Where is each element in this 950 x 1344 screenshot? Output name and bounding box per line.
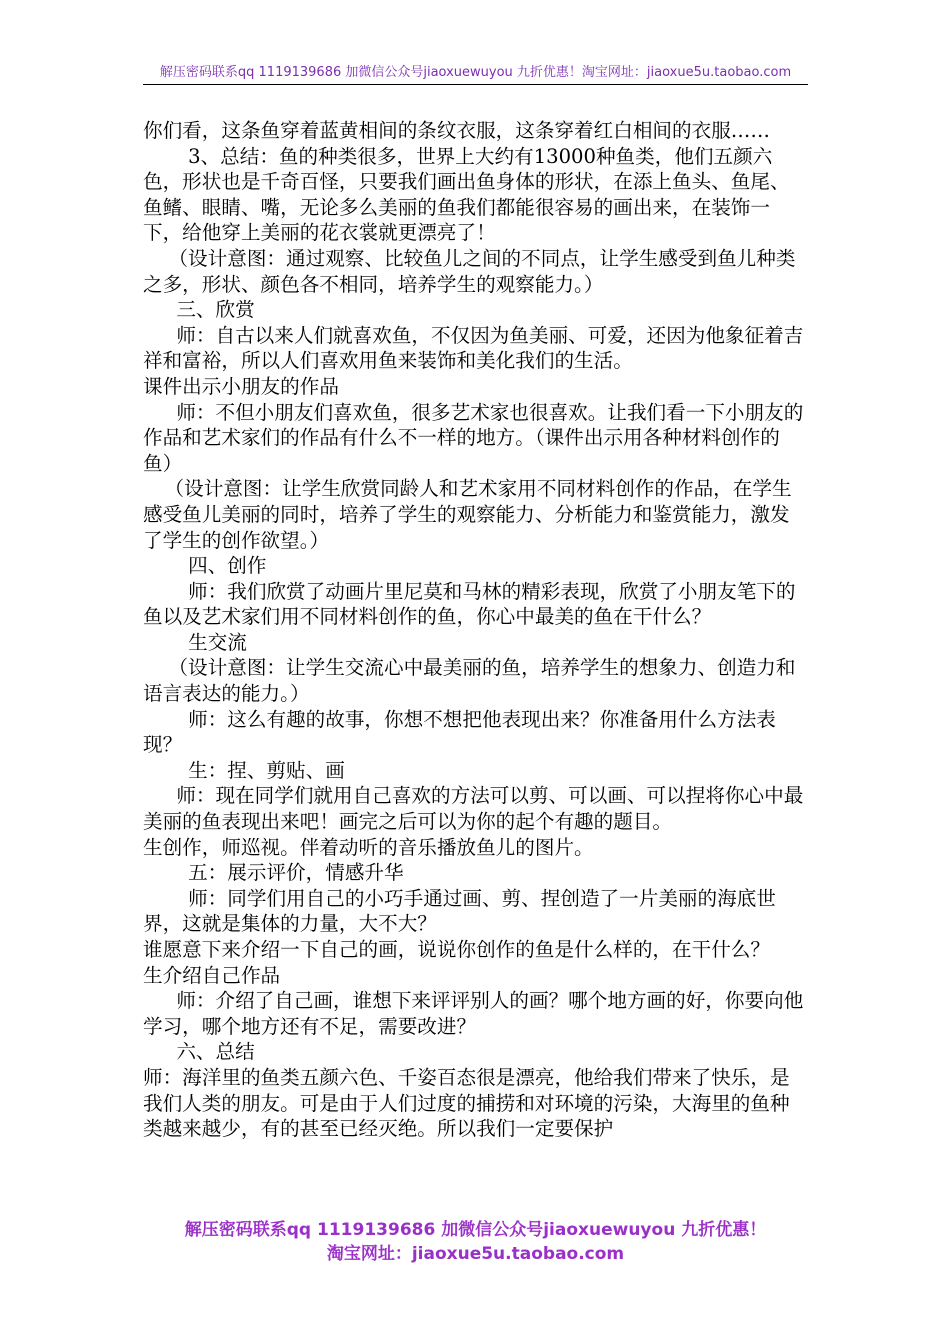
paragraph: （设计意图：让学生欣赏同龄人和艺术家用不同材料创作的作品，在学生感受鱼儿美丽的同时，培养了学生的观察能力、分析能力和鉴赏能力，激发了学生的创作欲望。） bbox=[143, 477, 792, 552]
footer-line-shop: 淘宝网址：jiaoxue5u.taobao.com bbox=[326, 1244, 625, 1264]
paragraph: 师：海洋里的鱼类五颜六色、千姿百态很是漂亮，他给我们带来了快乐，是我们人类的朋友。可是由于人们过度的捕捞和对环境的污染，大海里的鱼种类越来越少，有的甚至已经灭绝。所以我们一定要保护 bbox=[143, 1065, 790, 1141]
paragraph: 3、总结：鱼的种类很多，世界上大约有13000种鱼类，他们五颜六色，形状也是千奇百怪，只要我们画出鱼身体的形状，在添上鱼头、鱼尾、鱼鳍、眼睛、嘴，无论多么美丽的鱼我们都能很容易的画出来，在装饰一下，给他穿上美丽的花衣裳就更漂亮了！ bbox=[143, 144, 790, 245]
paragraph: （设计意图：让学生交流心中最美丽的鱼，培养学生的想象力、创造力和语言表达的能力。） bbox=[143, 656, 796, 706]
paragraph: 师：这么有趣的故事，你想不想把他表现出来？你准备用什么方法表现？ bbox=[143, 707, 776, 757]
paragraph: 师：我们欣赏了动画片里尼莫和马林的精彩表现，欣赏了小朋友笔下的鱼以及艺术家们用不同材料创作的鱼，你心中最美的鱼在干什么？ bbox=[143, 579, 796, 629]
page-footer bbox=[143, 1218, 808, 1266]
footer-line-contact: 解压密码联系qq 1119139686 加微信公众号jiaoxuewuyou 九折优惠！ bbox=[184, 1220, 767, 1240]
paragraph: 生交流 bbox=[188, 630, 247, 654]
paragraph: 师：不但小朋友们喜欢鱼，很多艺术家也很喜欢。让我们看一下小朋友的作品和艺术家们的作品有什么不一样的地方。（课件出示用各种材料创作的鱼） bbox=[143, 400, 804, 475]
paragraph: 师：自古以来人们就喜欢鱼，不仅因为鱼美丽、可爱，还因为他象征着吉祥和富裕，所以人们喜欢用鱼来装饰和美化我们的生活。 bbox=[143, 323, 804, 373]
paragraph: 生创作，师巡视。伴着动听的音乐播放鱼儿的图片。 bbox=[143, 835, 594, 859]
section-heading: 四、创作 bbox=[188, 554, 267, 578]
paragraph: 生：捏、剪贴、画 bbox=[188, 758, 345, 782]
paragraph: （设计意图：通过观察、比较鱼儿之间的不同点，让学生感受到鱼儿种类之多，形状、颜色各不相同，培养学生的观察能力。） bbox=[143, 246, 796, 296]
header-divider bbox=[143, 84, 808, 85]
paragraph: 你们看，这条鱼穿着蓝黄相间的条纹衣服，这条穿着红白相间的衣服…… bbox=[143, 119, 770, 142]
section-heading: 六、总结 bbox=[176, 1040, 255, 1064]
paragraph: 师：同学们用自己的小巧手通过画、剪、捏创造了一片美丽的海底世界，这就是集体的力量，大不大？ bbox=[143, 886, 776, 936]
section-heading: 五：展示评价，情感升华 bbox=[188, 861, 404, 885]
paragraph: 课件出示小朋友的作品 bbox=[143, 374, 339, 398]
paragraph: 谁愿意下来介绍一下自己的画，说说你创作的鱼是什么样的，在干什么？ bbox=[143, 938, 770, 961]
page-header: 解压密码联系qq 1119139686 加微信公众号jiaoxuewuyou 九折优惠！淘宝网址：jiaoxue5u.taobao.com bbox=[159, 65, 792, 80]
paragraph: 师：现在同学们就用自己喜欢的方法可以剪、可以画、可以捏将你心中最美丽的鱼表现出来吧！画完之后可以为你的起个有趣的题目。 bbox=[143, 784, 804, 834]
paragraph: 生介绍自己作品 bbox=[143, 963, 281, 987]
body-text bbox=[143, 118, 808, 1142]
section-heading: 三、欣赏 bbox=[176, 298, 255, 322]
paragraph: 师：介绍了自己画，谁想下来评评别人的画？哪个地方画的好，你要向他学习，哪个地方还有不足，需要改进？ bbox=[143, 989, 804, 1038]
